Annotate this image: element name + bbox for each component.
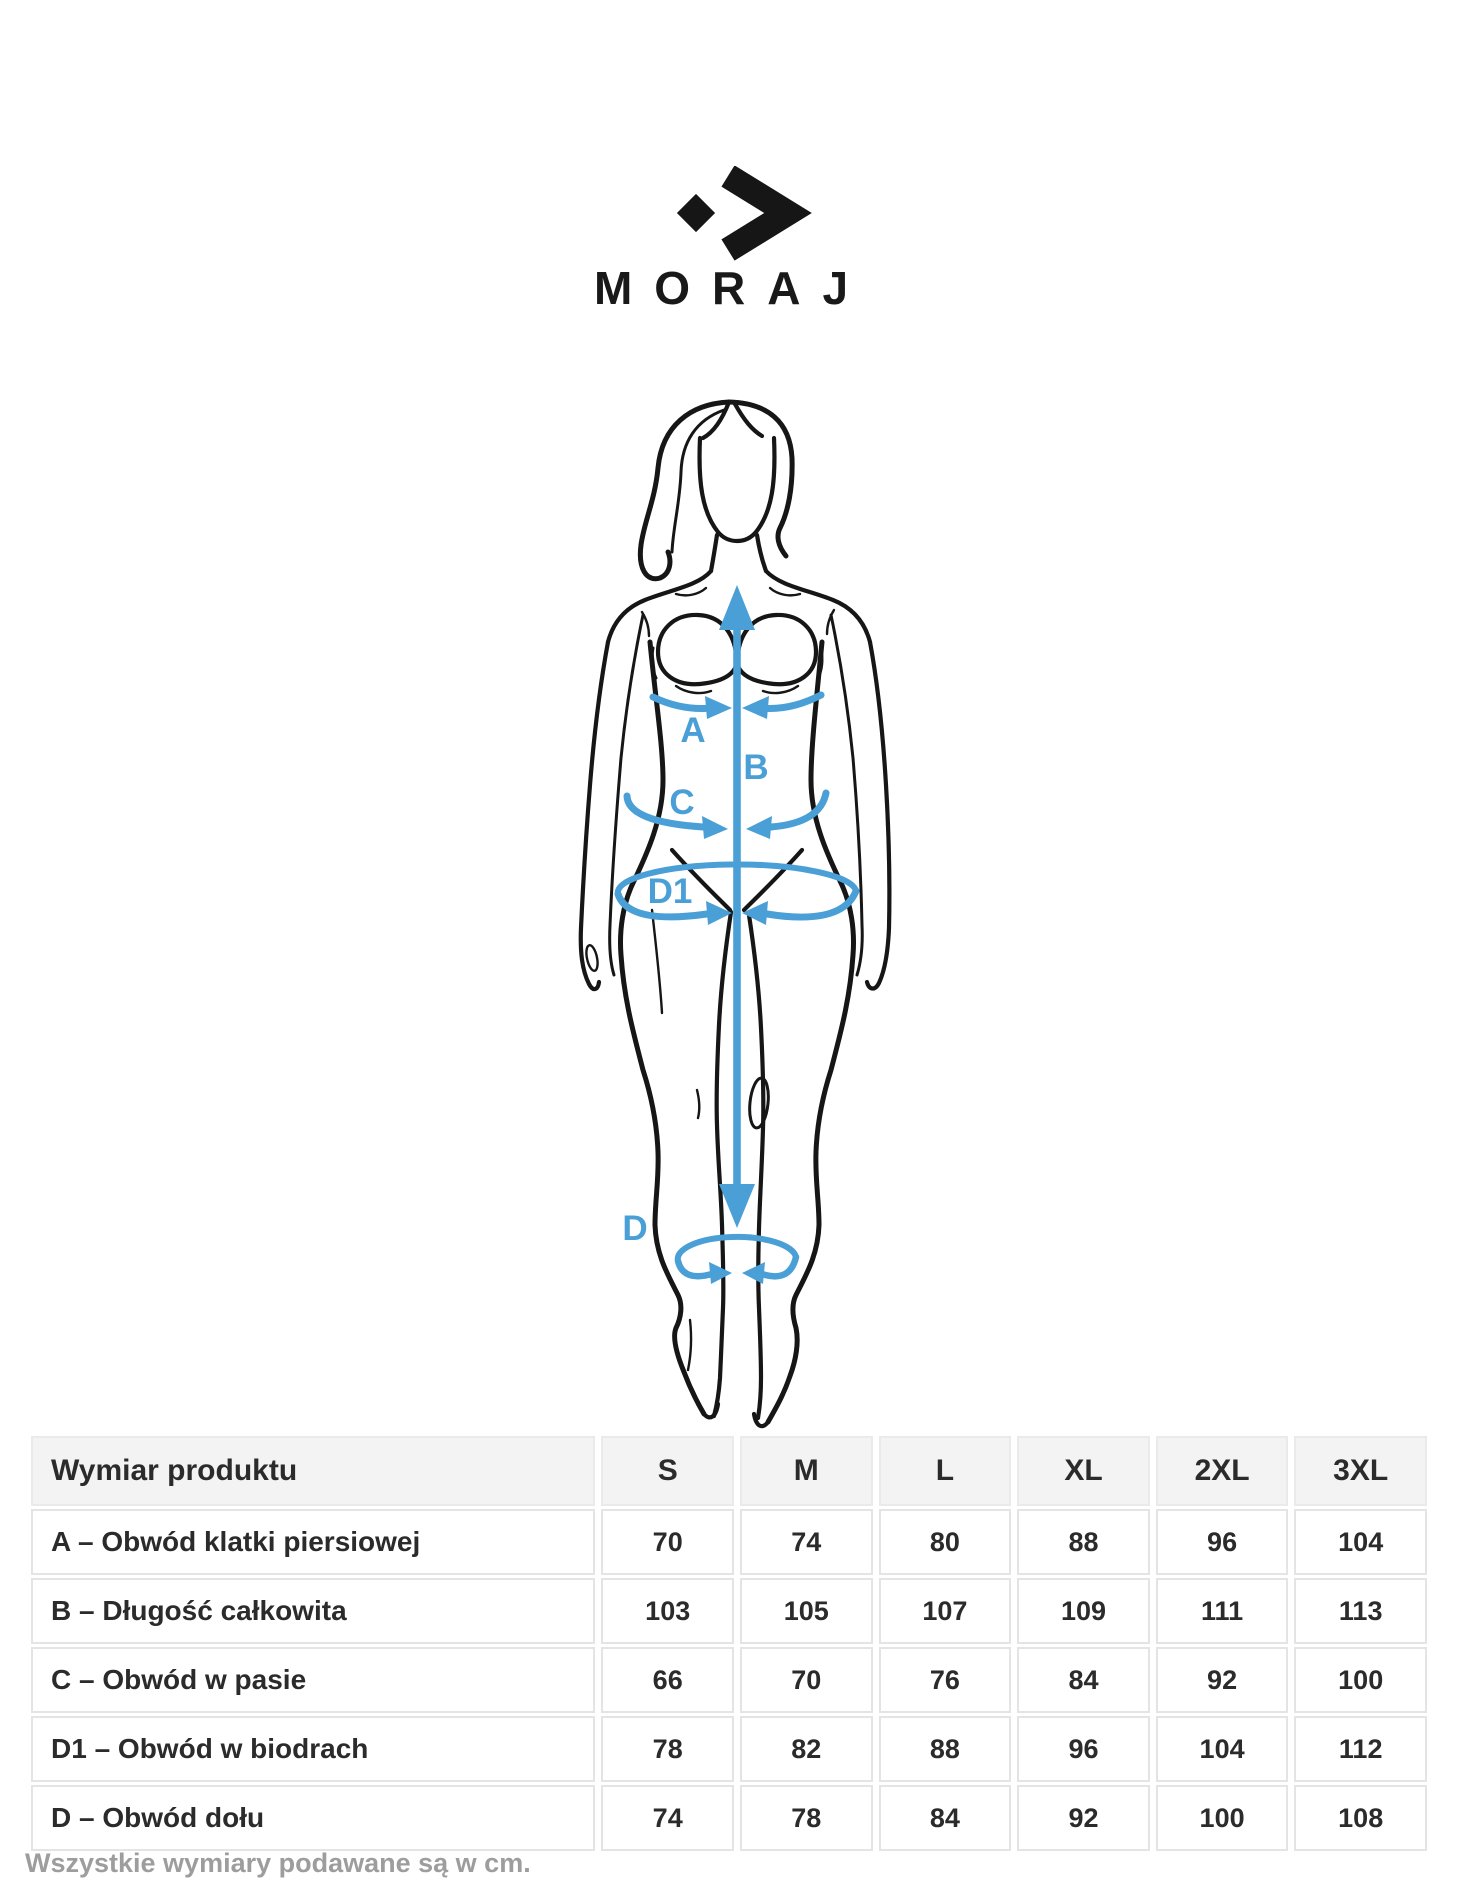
measurement-value: 113 xyxy=(1294,1578,1427,1644)
measure-label-d1: D1 xyxy=(647,872,693,911)
brand-chevron-icon xyxy=(652,166,828,262)
measurement-value: 108 xyxy=(1294,1785,1427,1851)
size-column-header: S xyxy=(601,1436,734,1506)
measurement-value: 74 xyxy=(601,1785,734,1851)
size-table-body xyxy=(31,1509,1427,1851)
measurement-row xyxy=(31,1509,1427,1575)
measurement-value: 96 xyxy=(1017,1716,1150,1782)
measurement-value: 104 xyxy=(1156,1716,1289,1782)
measurement-value: 109 xyxy=(1017,1578,1150,1644)
body-measurement-diagram xyxy=(530,380,950,1440)
measure-label-d: D xyxy=(622,1209,648,1248)
measurement-row xyxy=(31,1716,1427,1782)
measurement-label: D1 – Obwód w biodrach xyxy=(31,1716,595,1782)
measurement-label: B – Długość całkowita xyxy=(31,1578,595,1644)
measurement-value: 74 xyxy=(740,1509,873,1575)
measurement-row xyxy=(31,1785,1427,1851)
size-header-row xyxy=(31,1436,1427,1506)
size-column-header: 2XL xyxy=(1156,1436,1289,1506)
size-column-header: L xyxy=(879,1436,1012,1506)
size-column-header: M xyxy=(740,1436,873,1506)
measurement-value: 88 xyxy=(1017,1509,1150,1575)
measurement-value: 78 xyxy=(601,1716,734,1782)
measurement-label: C – Obwód w pasie xyxy=(31,1647,595,1713)
measure-arrow-d xyxy=(678,1237,796,1284)
measure-label-b: B xyxy=(743,748,769,787)
measurement-value: 103 xyxy=(601,1578,734,1644)
size-table xyxy=(25,1433,1433,1854)
measurement-value: 111 xyxy=(1156,1578,1289,1644)
units-note: Wszystkie wymiary podawane są w cm. xyxy=(25,1848,531,1878)
measurement-value: 100 xyxy=(1156,1785,1289,1851)
measurement-value: 84 xyxy=(1017,1647,1150,1713)
measure-label-c: C xyxy=(669,783,695,822)
measurement-value: 76 xyxy=(879,1647,1012,1713)
measurement-value: 92 xyxy=(1017,1785,1150,1851)
size-column-header: XL xyxy=(1017,1436,1150,1506)
measurement-value: 107 xyxy=(879,1578,1012,1644)
measure-label-a: A xyxy=(680,711,706,750)
measurement-value: 80 xyxy=(879,1509,1012,1575)
measurement-value: 70 xyxy=(740,1647,873,1713)
measurement-value: 66 xyxy=(601,1647,734,1713)
measurement-value: 84 xyxy=(879,1785,1012,1851)
measurement-label: A – Obwód klatki piersiowej xyxy=(31,1509,595,1575)
measurement-value: 105 xyxy=(740,1578,873,1644)
measurement-value: 104 xyxy=(1294,1509,1427,1575)
table-title-cell: Wymiar produktu xyxy=(31,1436,595,1506)
measurement-value: 92 xyxy=(1156,1647,1289,1713)
measurement-value: 88 xyxy=(879,1716,1012,1782)
measurement-row xyxy=(31,1647,1427,1713)
measurement-value: 82 xyxy=(740,1716,873,1782)
measurement-value: 112 xyxy=(1294,1716,1427,1782)
measurement-value: 78 xyxy=(740,1785,873,1851)
brand-wordmark: MORAJ xyxy=(593,262,871,314)
measurement-row xyxy=(31,1578,1427,1644)
measurement-value: 100 xyxy=(1294,1647,1427,1713)
size-column-header: 3XL xyxy=(1294,1436,1427,1506)
measurement-value: 96 xyxy=(1156,1509,1289,1575)
measurement-label: D – Obwód dołu xyxy=(31,1785,595,1851)
measurement-value: 70 xyxy=(601,1509,734,1575)
